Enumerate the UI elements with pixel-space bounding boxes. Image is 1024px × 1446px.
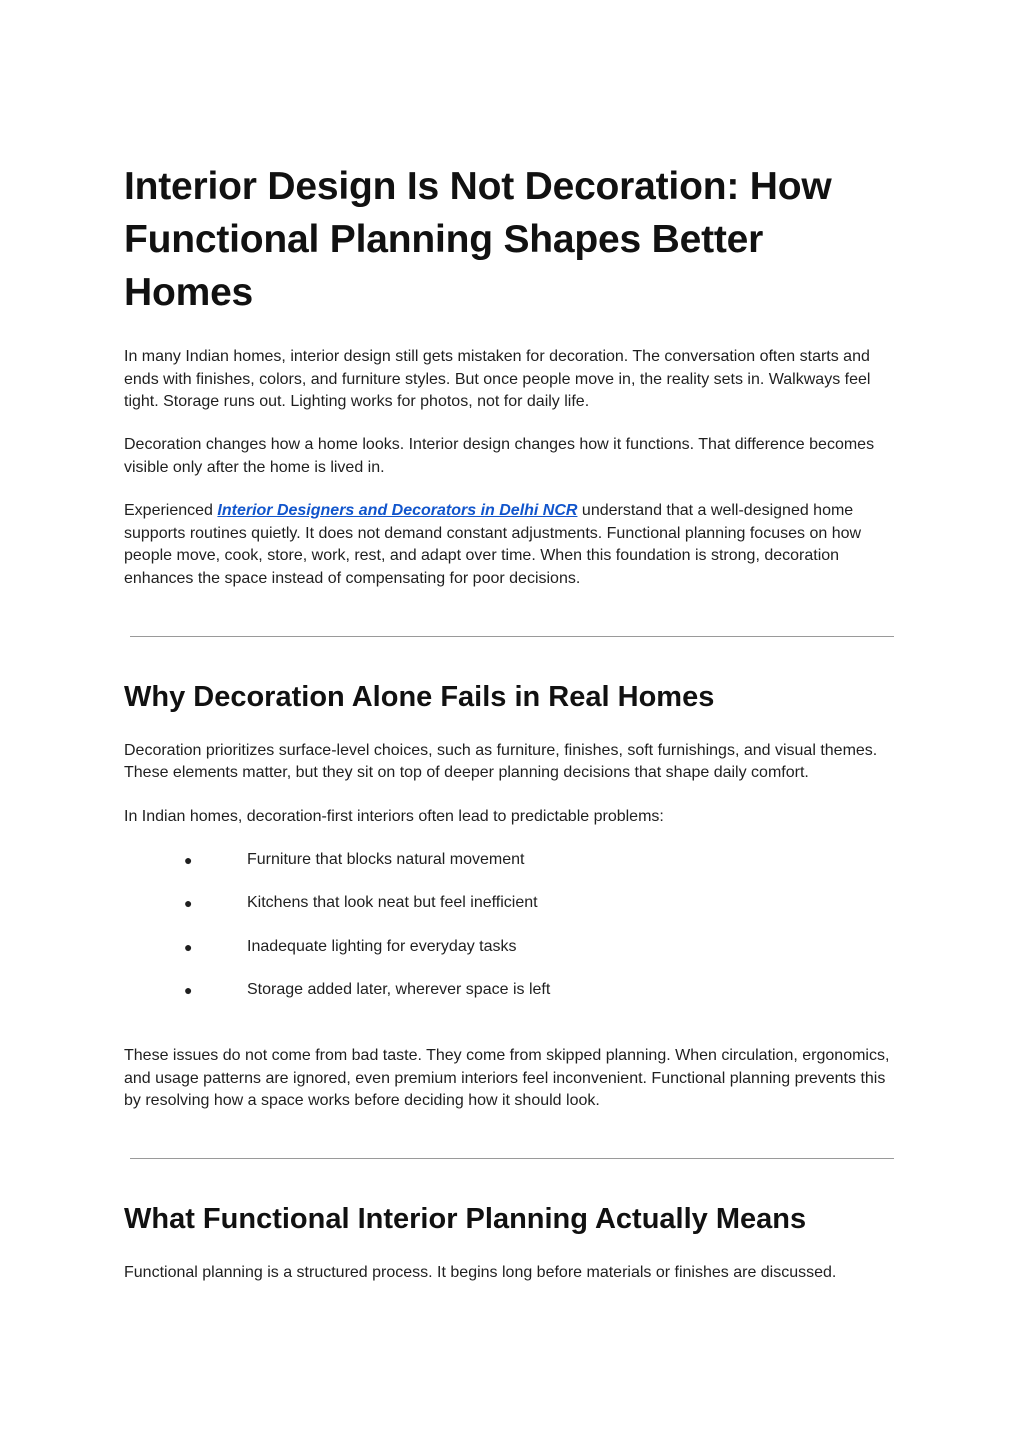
bullet-icon: ● — [184, 851, 193, 868]
bullet-icon: ● — [184, 895, 193, 912]
list-item — [124, 936, 899, 959]
section-heading-why-decoration-fails: Why Decoration Alone Fails in Real Homes — [124, 680, 715, 713]
delhi-ncr-designers-link[interactable]: Interior Designers and Decorators in Delhi NCR — [217, 501, 578, 519]
document-page — [124, 160, 899, 1305]
list-item — [124, 849, 899, 872]
list-item-text: Inadequate lighting for everyday tasks — [247, 937, 517, 955]
intro-paragraph-2: Decoration changes how a home looks. Interior design changes how it functions. That difference becomes visible only after the home is lived in. — [124, 436, 875, 476]
list-item-text: Furniture that blocks natural movement — [247, 850, 525, 868]
list-item-text: Storage added later, wherever space is left — [247, 981, 551, 999]
bullet-icon: ● — [184, 982, 193, 999]
section1-paragraph-2: In Indian homes, decoration-first interiors often lead to predictable problems: — [124, 807, 664, 825]
list-item — [124, 979, 899, 1002]
section1-paragraph-3: These issues do not come from bad taste. They come from skipped planning. When circulation, ergonomics, and usage patterns are ignored, even premium interiors feel inconvenient. Functional planning prevents this by resolving how a space works before deciding how it should look. — [124, 1047, 890, 1110]
section2-paragraph-1: Functional planning is a structured process. It begins long before materials or finishes are discussed. — [124, 1264, 837, 1282]
section1-paragraph-1: Decoration prioritizes surface-level choices, such as furniture, finishes, soft furnishings, and visual themes. These elements matter, but they sit on top of deeper planning decisions that shape daily comfort. — [124, 741, 878, 782]
section-heading-functional-planning: What Functional Interior Planning Actually Means — [124, 1203, 807, 1236]
intro-paragraph-3 — [124, 500, 899, 590]
list-item — [124, 892, 899, 915]
intro-paragraph-3-rest: understand that a well-designed home supports routines quietly. It does not demand constant adjustments. Functional planning focuses on how people move, cook, store, work, rest, and adapt over time. When this foundation is strong, decoration enhances the space instead of compensating for poor decisions. — [124, 501, 862, 587]
list-item-text: Kitchens that look neat but feel inefficient — [247, 894, 538, 912]
page-title: Interior Design Is Not Decoration: How Functional Planning Shapes Better Homes — [124, 165, 832, 314]
problems-list — [124, 849, 899, 1002]
intro-paragraph-3-lead: Experienced — [124, 501, 218, 519]
intro-paragraph-1: In many Indian homes, interior design still gets mistaken for decoration. The conversation often starts and ends with finishes, colors, and furniture styles. But once people move in, the reality sets in. Walkways feel tight. Storage runs out. Lighting works for photos, not for daily life. — [124, 348, 871, 411]
bullet-icon: ● — [184, 938, 193, 955]
